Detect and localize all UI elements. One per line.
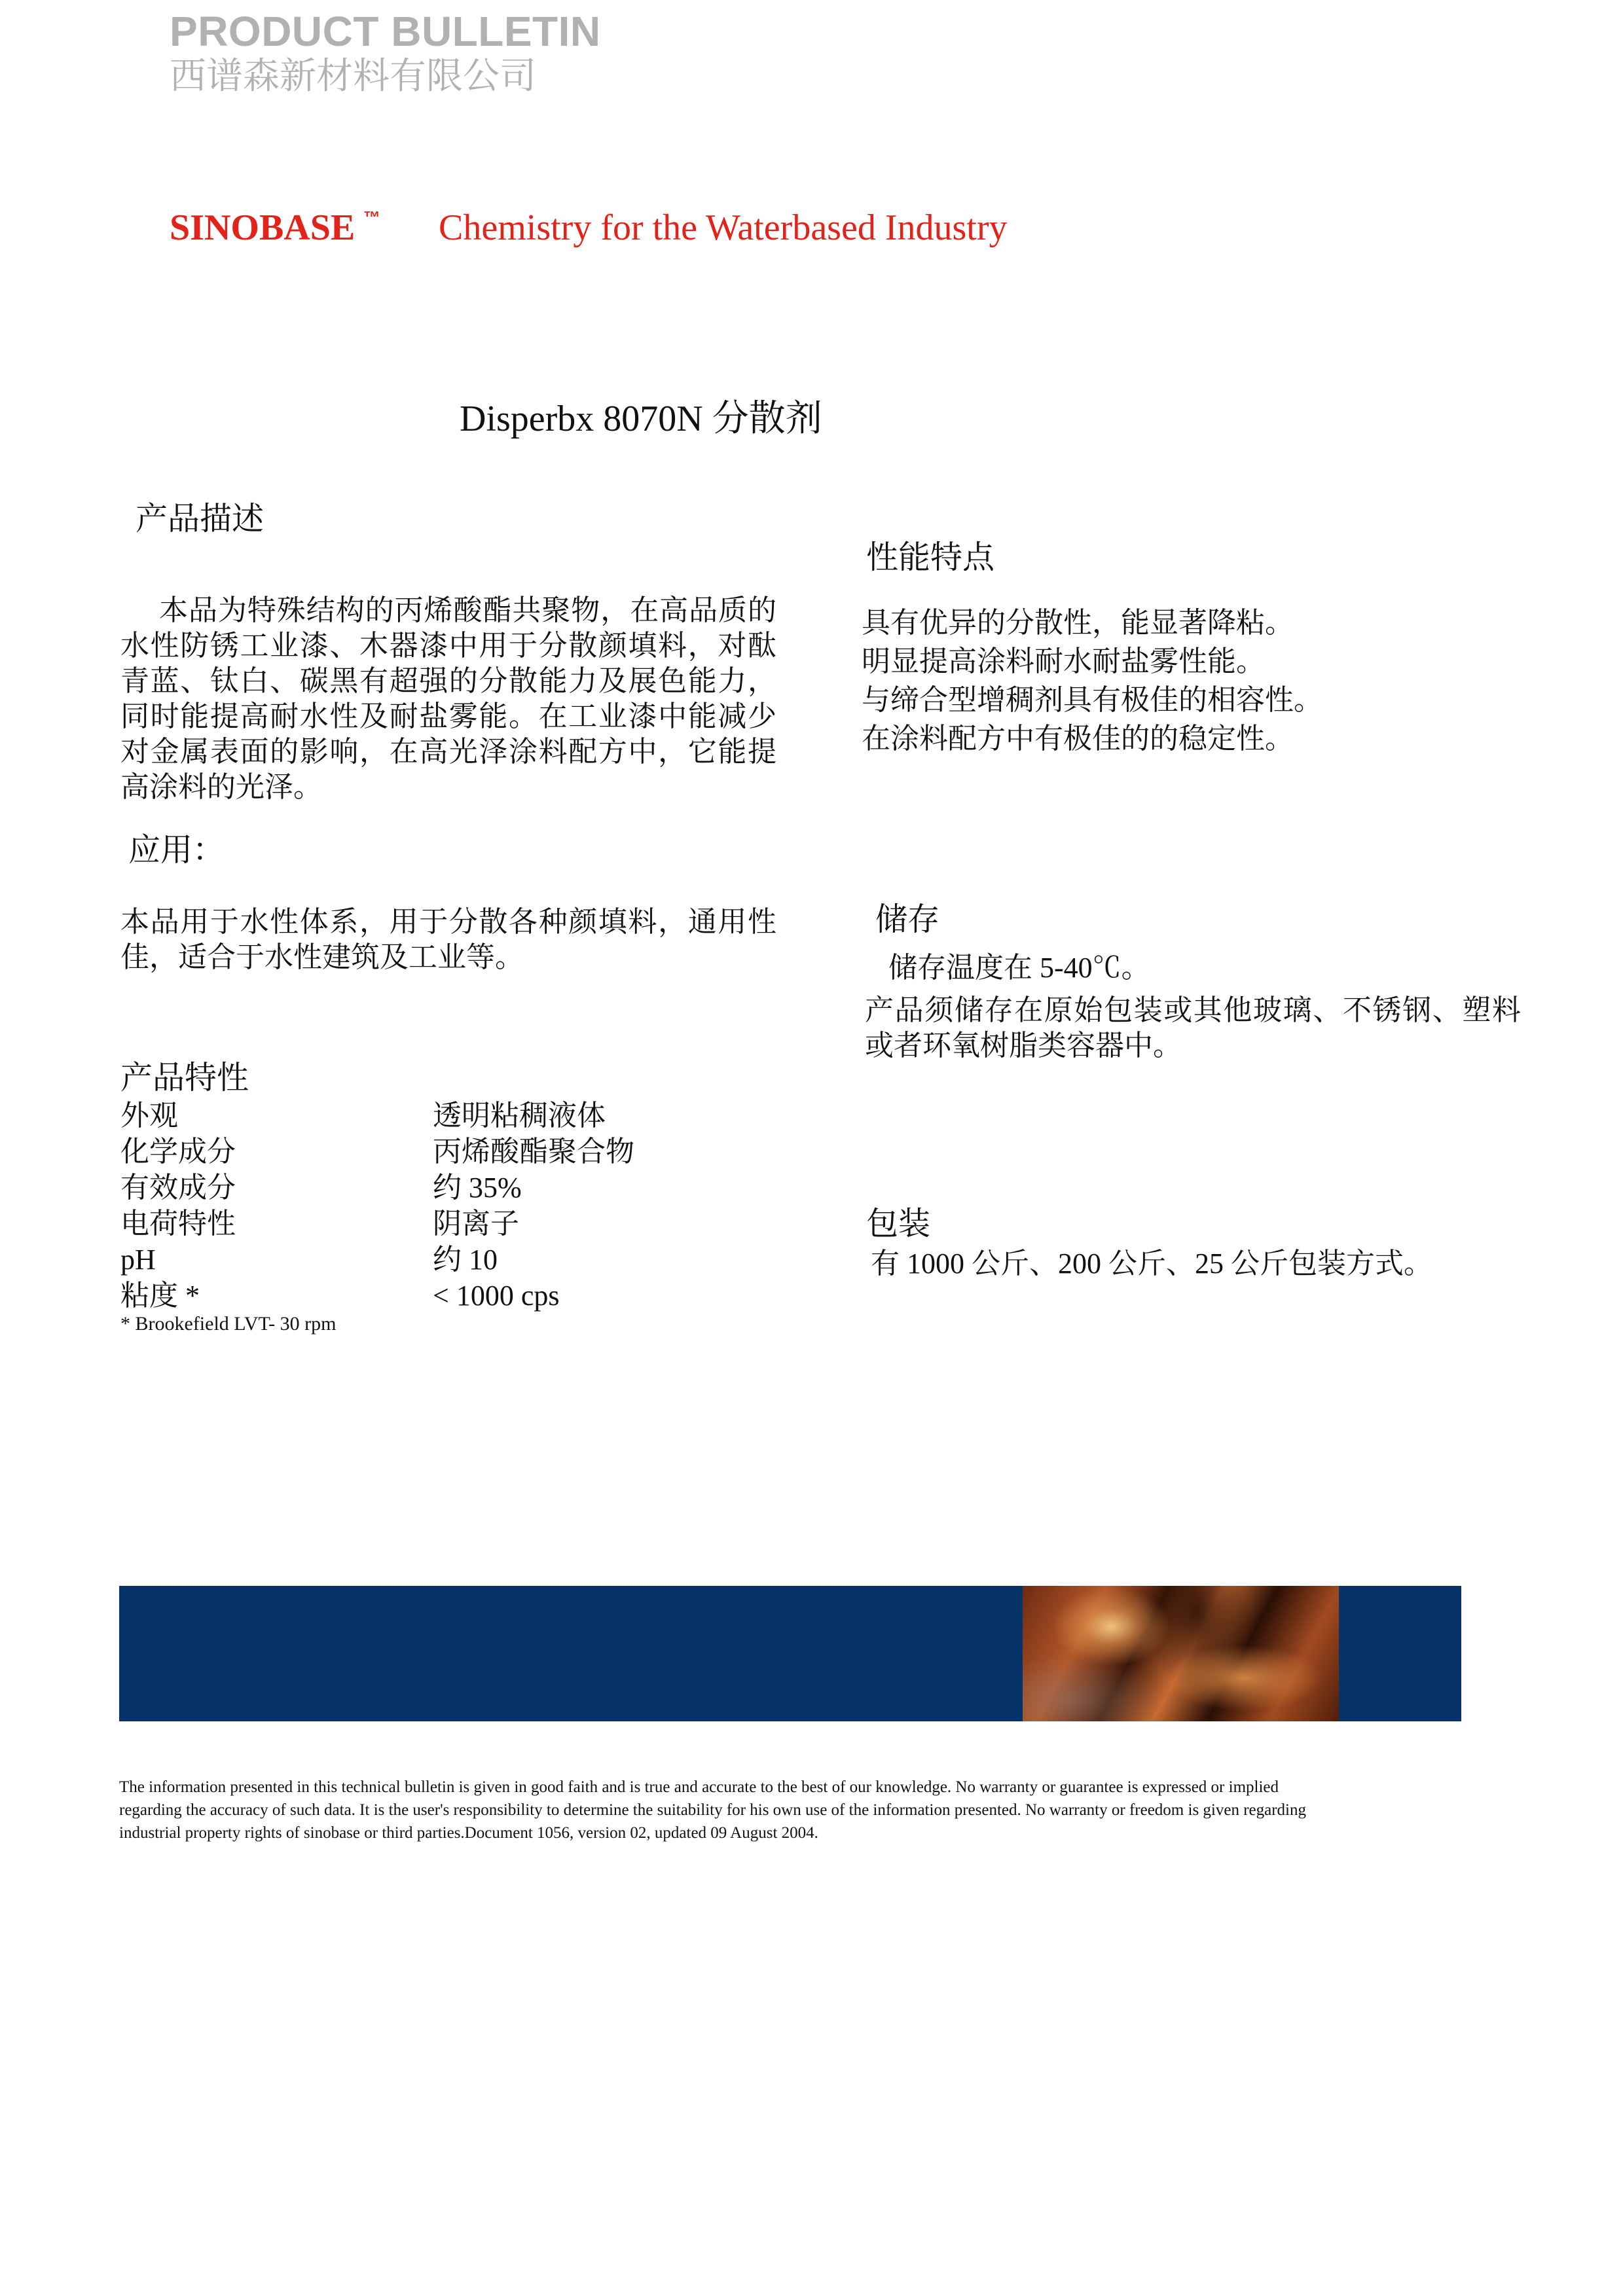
banner-photo	[1023, 1586, 1339, 1721]
property-value: 约 10	[433, 1244, 498, 1276]
property-row	[120, 1278, 710, 1314]
packaging-heading: 包装	[866, 1205, 931, 1242]
viscosity-footnote: * Brookefield LVT- 30 rpm	[120, 1313, 337, 1335]
property-value: 透明粘稠液体	[433, 1100, 606, 1132]
disclaimer-line: industrial property rights of sinobase or third parties.Document 1056, version 02, updated 09 August 2004.	[119, 1824, 818, 1842]
property-row	[120, 1206, 710, 1242]
application-paragraph	[120, 905, 776, 975]
brand-name: SINOBASE	[170, 207, 356, 248]
description-line: 对金属表面的影响，在高光泽涂料配方中，它能提	[120, 736, 776, 768]
property-value: 阴离子	[433, 1208, 519, 1240]
description-heading: 产品描述	[136, 500, 264, 537]
disclaimer-line: The information presented in this technical bulletin is given in good faith and is true and accurate to the best of our knowledge. No warranty or guarantee is expressed or implied	[119, 1778, 1279, 1796]
footer-banner	[119, 1586, 1461, 1721]
property-value: 丙烯酸酯聚合物	[433, 1136, 634, 1168]
property-row	[120, 1098, 710, 1134]
storage-heading: 储存	[875, 901, 940, 938]
application-line: 佳，适合于水性建筑及工业等。	[120, 941, 524, 973]
property-label: 粘度 *	[120, 1280, 200, 1312]
features-heading: 性能特点	[866, 539, 995, 576]
property-row	[120, 1170, 710, 1206]
property-label: 有效成分	[120, 1172, 236, 1204]
bulletin-title: PRODUCT BULLETIN	[170, 8, 601, 55]
product-title: Disperbx 8070N 分散剂	[460, 399, 822, 439]
properties-table	[120, 1098, 710, 1314]
storage-line: 产品须储存在原始包装或其他玻璃、不锈钢、塑料	[865, 994, 1521, 1026]
feature-item: 明显提高涂料耐水耐盐雾性能。	[862, 645, 1265, 677]
description-line: 高涂料的光泽。	[120, 771, 322, 803]
feature-item: 具有优异的分散性，能显著降粘。	[862, 607, 1294, 639]
storage-paragraph	[865, 993, 1521, 1064]
feature-item: 与缔合型增稠剂具有极佳的相容性。	[862, 684, 1322, 716]
description-line: 水性防锈工业漆、木器漆中用于分散颜填料，对酞	[120, 630, 776, 662]
property-label: 电荷特性	[120, 1208, 236, 1240]
property-value: < 1000 cps	[433, 1280, 560, 1312]
brand-tagline: Chemistry for the Waterbased Industry	[439, 207, 1008, 248]
description-line: 同时能提高耐水性及耐盐雾能。在工业漆中能减少	[120, 700, 776, 732]
packaging-text: 有 1000 公斤、200 公斤、25 公斤包装方式。	[871, 1247, 1432, 1280]
company-name-cn: 西谱森新材料有限公司	[170, 55, 536, 98]
properties-heading: 产品特性	[120, 1059, 249, 1096]
application-heading: 应用：	[128, 831, 225, 869]
trademark-mark: ™	[363, 207, 380, 227]
property-row	[120, 1242, 710, 1278]
application-line: 本品用于水性体系，用于分散各种颜填料，通用性	[120, 906, 776, 938]
description-line: 本品为特殊结构的丙烯酸酯共聚物，在高品质的	[159, 594, 776, 626]
storage-line: 或者环氧树脂类容器中。	[865, 1030, 1182, 1062]
disclaimer-line: regarding the accuracy of such data. It is the user's responsibility to determine the suitability for his own use of the information presented. No warranty or freedom is given regarding	[119, 1801, 1307, 1819]
features-list	[862, 603, 1322, 758]
description-line: 青蓝、钛白、碳黑有超强的分散能力及展色能力，	[120, 665, 776, 697]
disclaimer	[119, 1776, 1306, 1844]
property-row	[120, 1134, 710, 1170]
property-label: 外观	[120, 1100, 178, 1132]
feature-item: 在涂料配方中有极佳的的稳定性。	[862, 723, 1294, 755]
property-label: 化学成分	[120, 1136, 236, 1168]
storage-temperature: 储存温度在 5-40℃。	[888, 952, 1150, 984]
description-paragraph	[120, 593, 776, 805]
property-label: pH	[120, 1244, 156, 1276]
property-value: 约 35%	[433, 1172, 522, 1204]
